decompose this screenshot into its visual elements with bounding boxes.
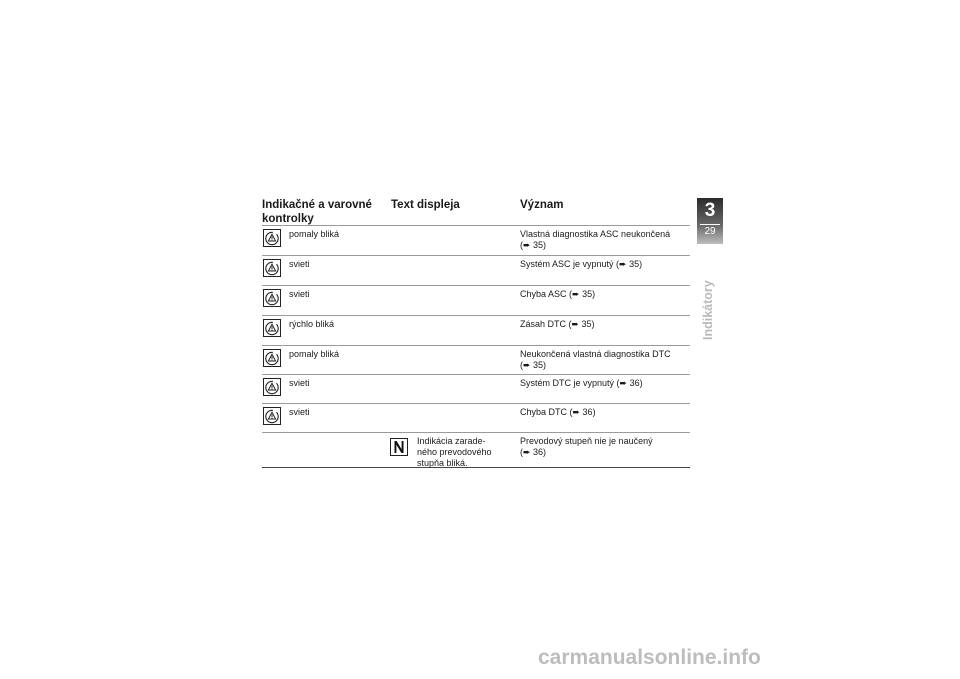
indicator-status: svieti	[289, 407, 310, 417]
gear-n-icon	[390, 438, 408, 456]
table-row	[262, 315, 690, 345]
indicator-status: svieti	[289, 378, 310, 388]
table-row	[262, 374, 690, 403]
watermark: carmanualsonline.info	[538, 646, 761, 669]
indicator-status: pomaly bliká	[289, 229, 340, 239]
column-header-indicators: Indikačné a varovné kontrolky	[262, 199, 372, 225]
asc-dtc-warning-icon	[263, 378, 281, 396]
indicator-meaning: Vlastná diagnostika ASC neukončená (➨ 35)	[520, 229, 671, 250]
indicator-meaning: Neukončená vlastná diagnostika DTC (➨ 35)	[520, 349, 671, 370]
section-side-label: Indikátory	[701, 280, 715, 340]
asc-dtc-warning-icon	[263, 349, 281, 367]
asc-dtc-warning-icon	[263, 289, 281, 307]
asc-dtc-warning-icon	[263, 407, 281, 425]
asc-dtc-warning-icon	[263, 229, 281, 247]
page-number: 29	[704, 226, 716, 237]
indicator-table	[262, 225, 690, 468]
table-row	[262, 403, 690, 432]
column-header-display-text: Text displeja	[391, 199, 460, 211]
indicator-meaning: Zásah DTC (➨ 35)	[520, 319, 595, 329]
indicator-status: svieti	[289, 289, 310, 299]
indicator-meaning: Systém DTC je vypnutý (➨ 36)	[520, 378, 643, 388]
asc-dtc-warning-icon	[263, 319, 281, 337]
table-row	[262, 255, 690, 285]
asc-dtc-warning-icon	[263, 259, 281, 277]
indicator-status: rýchlo bliká	[289, 319, 335, 329]
indicator-status: svieti	[289, 259, 310, 269]
column-header-meaning: Význam	[520, 199, 564, 211]
table-row	[262, 285, 690, 315]
indicator-meaning: Systém ASC je vypnutý (➨ 35)	[520, 259, 643, 269]
display-text: Indikácia zarade- ného prevodového stupňa bliká.	[417, 436, 492, 468]
indicator-status: pomaly bliká	[289, 349, 340, 359]
divider	[700, 224, 720, 225]
indicator-meaning: Chyba DTC (➨ 36)	[520, 407, 596, 417]
indicator-meaning: Prevodový stupeň nie je naučený (➨ 36)	[520, 436, 653, 457]
table-row	[262, 345, 690, 374]
chapter-tab	[697, 198, 723, 244]
table-row	[262, 225, 690, 255]
chapter-number: 3	[704, 200, 716, 221]
table-row	[262, 432, 690, 468]
indicator-meaning: Chyba ASC (➨ 35)	[520, 289, 596, 299]
